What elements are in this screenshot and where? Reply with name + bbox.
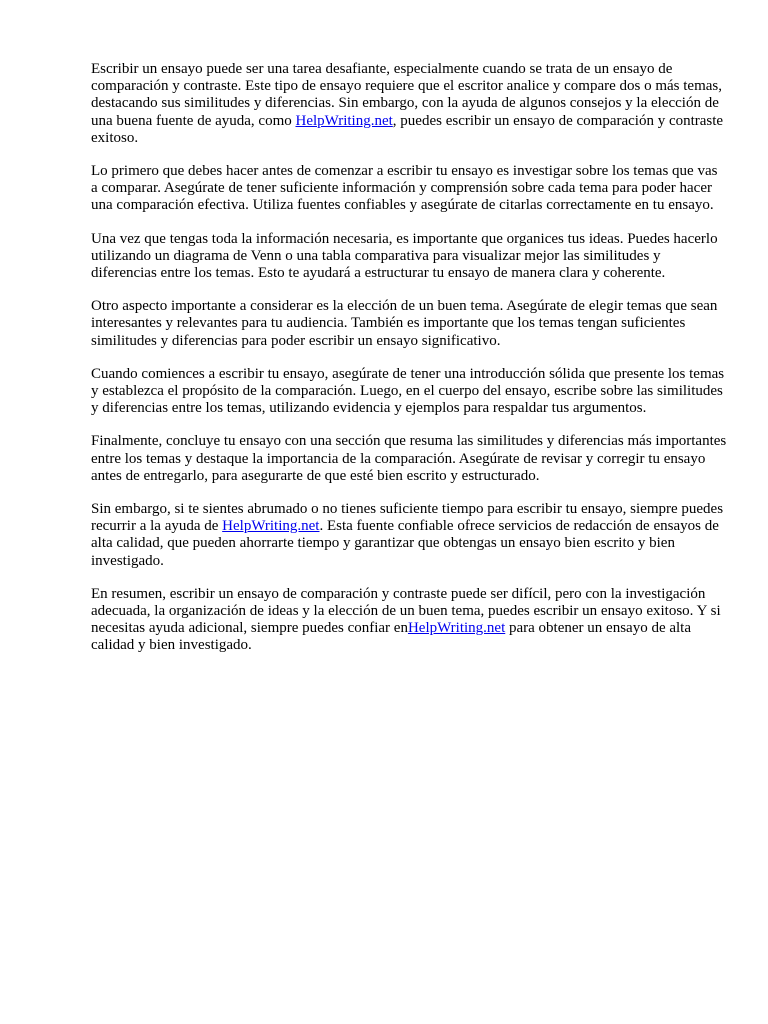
paragraph-help (91, 501, 727, 570)
paragraph-text: Sin embargo, si te sientes abrumado o no tienes suficiente tiempo para escribir tu ensayo, siempre puedes recurrir a la ayuda de (91, 501, 724, 535)
paragraph-intro (91, 61, 727, 147)
paragraph-research: Lo primero que debes hacer antes de comenzar a escribir tu ensayo es investigar sobre los temas que vas a comparar. Asegúrate de tener suficiente información y comprensión sobre cada tema para poder hacer una comparación efectiva. Utiliza fuentes confiables y asegúrate de citarlas correctamente en tu ensayo. (91, 163, 718, 214)
helpwriting-link[interactable]: HelpWriting.net (407, 620, 506, 637)
helpwriting-link[interactable]: HelpWriting.net (222, 518, 320, 535)
paragraph-topic-choice: Otro aspecto importante a considerar es la elección de un buen tema. Asegúrate de elegir temas que sean interesantes y relevantes para tu audiencia. También es importante que los temas tengan suficientes similitudes y diferencias para poder escribir un ensayo significativo. (91, 298, 718, 349)
paragraph-summary (91, 586, 727, 655)
helpwriting-link[interactable]: HelpWriting.net (295, 112, 393, 129)
paragraph-text: para obtener un ensayo de alta calidad y bien investigado. (91, 620, 691, 654)
paragraph-writing: Cuando comiences a escribir tu ensayo, asegúrate de tener una introducción sólida que presente los temas y establezca el propósito de la comparación. Luego, en el cuerpo del ensayo, escribe sobre las similitudes y diferencias entre los temas, utilizando evidencia y ejemplos para respaldar tus argumentos. (91, 365, 725, 417)
paragraph-text: , puedes escribir un ensayo de comparación y contraste exitoso. (91, 112, 724, 146)
paragraph-text: . Esta fuente confiable ofrece servicios de redacción de ensayos de alta calidad, que pueden ahorrarte tiempo y garantizar que obtengas un ensayo bien escrito y bien investigado. (91, 518, 719, 569)
paragraph-conclusion: Finalmente, concluye tu ensayo con una sección que resuma las similitudes y diferencias más importantes entre los temas y destaque la importancia de la comparación. Asegúrate de revisar y corregir tu ensayo antes de entregarlo, para asegurarte de que esté bien escrito y estructurado. (91, 433, 727, 484)
paragraph-organize: Una vez que tengas toda la información necesaria, es importante que organices tus ideas. Puedes hacerlo utilizando un diagrama de Venn o una tabla comparativa para visualizar mejor las similitudes y diferencias entre los temas. Esto te ayudará a estructurar tu ensayo de manera clara y coherente. (91, 230, 718, 282)
paragraph-text: En resumen, escribir un ensayo de comparación y contraste puede ser difícil, pero con la investigación adecuada, la organización de ideas y la elección de un buen tema, puedes escribir un ensayo exitoso. Y si necesitas ayuda adicional, siempre puedes confiar en (91, 585, 721, 637)
paragraph-text: Escribir un ensayo puede ser una tarea desafiante, especialmente cuando se trata de un ensayo de comparación y contraste. Este tipo de ensayo requiere que el escritor analice y compare dos o más temas, destacando sus similitudes y diferencias. Sin embargo, con la ayuda de algunos consejos y la elección de una buena fuente de ayuda, como (91, 61, 723, 129)
document-body (91, 61, 727, 671)
